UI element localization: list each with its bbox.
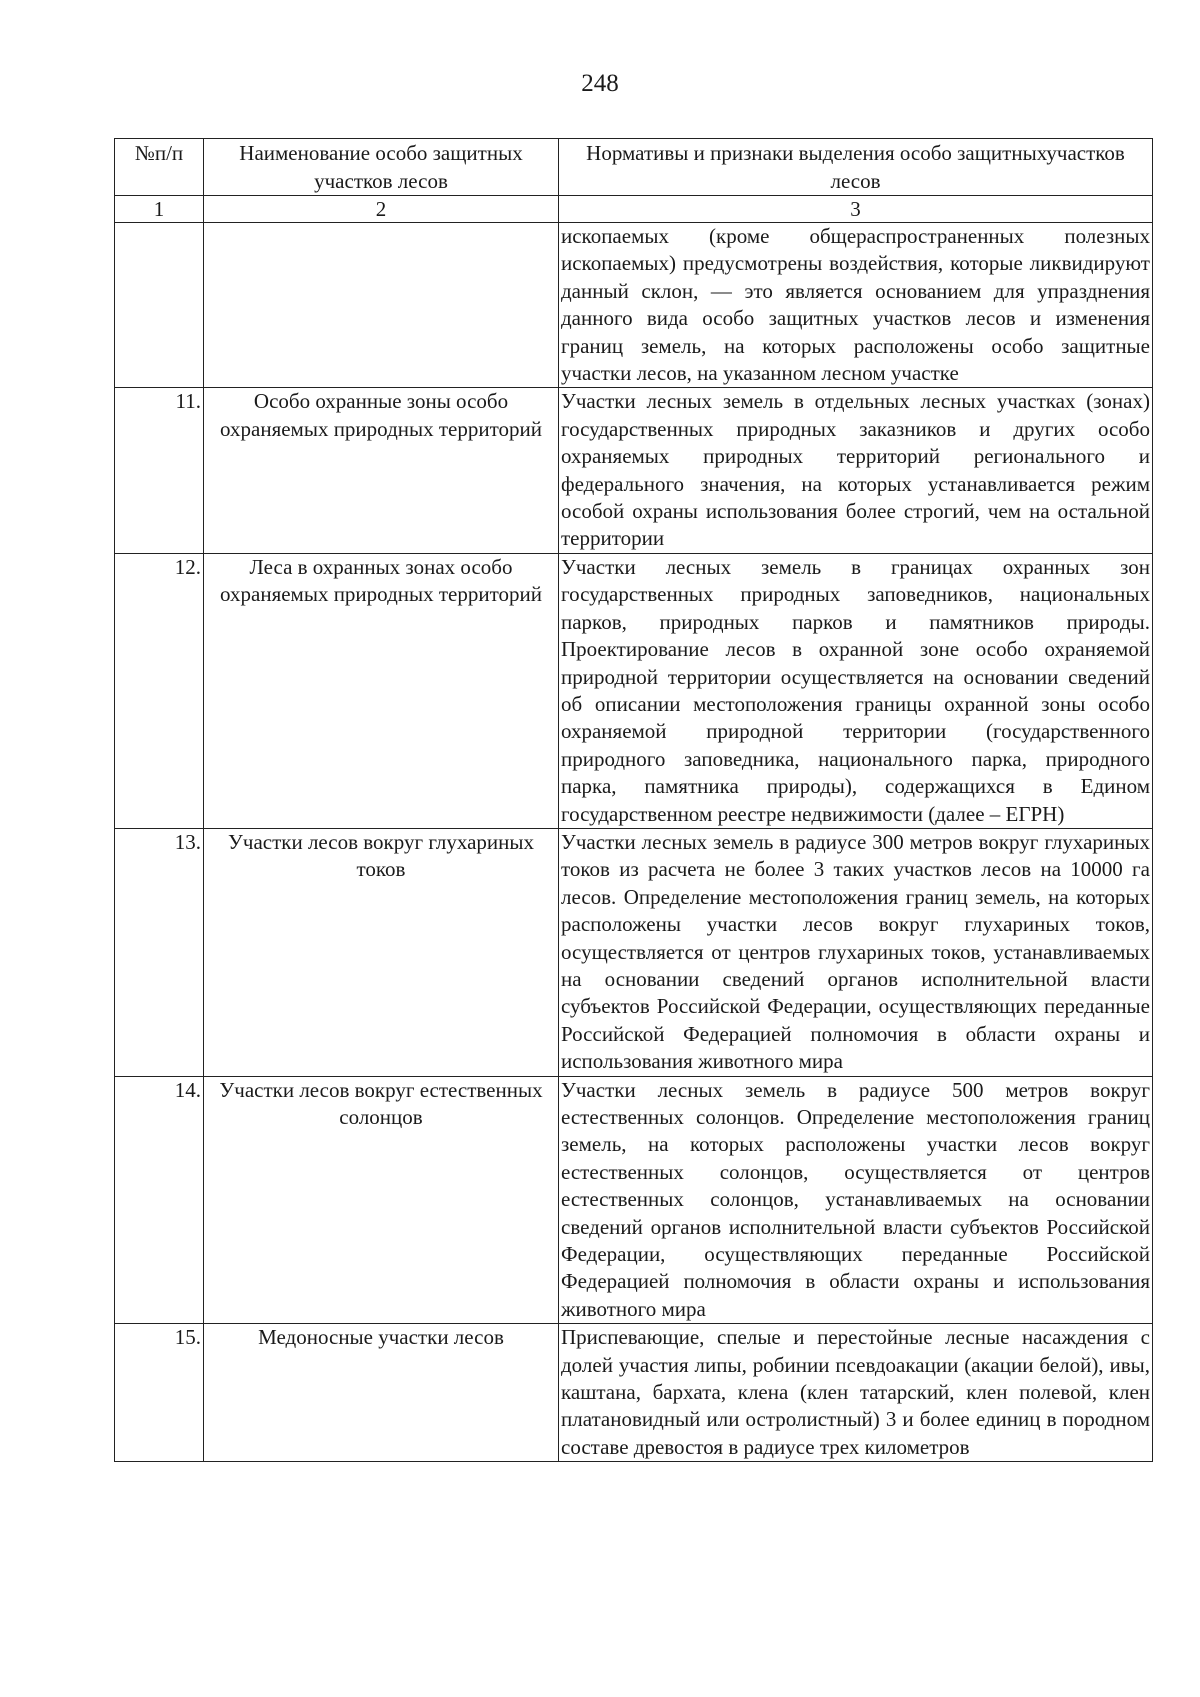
table-row (115, 388, 1153, 553)
table-header-row (115, 139, 1153, 196)
table-row (115, 828, 1153, 1076)
table-row (115, 1324, 1153, 1462)
column-index: 1 (115, 196, 204, 223)
row-name: Участки лесов вокруг естественных солонцов (204, 1076, 559, 1324)
page-number: 248 (581, 70, 619, 97)
column-index: 3 (559, 196, 1153, 223)
row-description: Приспевающие, спелые и перестойные лесные насаждения с долей участия липы, робинии псевдоакации (акации белой), ивы, каштана, бархата, клена (клен татарский, клен полевой, клен платановидный или остролистный) 3 и более единиц в породном составе древостоя в радиусе трех километров (559, 1324, 1153, 1462)
row-number: 11. (115, 388, 204, 553)
row-name: Особо охранные зоны особо охраняемых природных территорий (204, 388, 559, 553)
row-name: Леса в охранных зонах особо охраняемых природных территорий (204, 553, 559, 828)
row-description: Участки лесных земель в отдельных лесных участках (зонах) государственных природных заказников и других особо охраняемых природных территорий регионального и федерального значения, на которых устанавливается режим особой охраны использования более строгий, чем на остальной территории (559, 388, 1153, 553)
row-number: 12. (115, 553, 204, 828)
row-number: 15. (115, 1324, 204, 1462)
column-index: 2 (204, 196, 559, 223)
column-index-row (115, 196, 1153, 223)
table-row (115, 553, 1153, 828)
row-name: Участки лесов вокруг глухариных токов (204, 828, 559, 1076)
row-number (115, 223, 204, 388)
header-criteria: Нормативы и признаки выделения особо защитныхучастков лесов (559, 139, 1153, 196)
header-name: Наименование особо защитных участков лесов (204, 139, 559, 196)
regulations-table (114, 138, 1153, 1462)
row-description: Участки лесных земель в радиусе 300 метров вокруг глухариных токов из расчета не более 3 таких участков лесов на 10000 га лесов. Определение местоположения границ земель, на которых расположены участки лесов вокруг глухариных токов, осуществляется от центров глухариных токов, устанавливаемых на основании сведений органов исполнительной власти субъектов Российской Федерации, осуществляющих переданные Российской Федерацией полномочия в области охраны и использования животного мира (559, 828, 1153, 1076)
row-name (204, 223, 559, 388)
row-description: ископаемых (кроме общераспространенных полезных ископаемых) предусмотрены воздействия, которые ликвидируют данный склон, — это является основанием для упразднения данного вида особо защитных участков лесов и изменения границ земель, на которых расположены особо защитные участки лесов, на указанном лесном участке (559, 223, 1153, 388)
table-row (115, 1076, 1153, 1324)
row-number: 13. (115, 828, 204, 1076)
row-number: 14. (115, 1076, 204, 1324)
row-description: Участки лесных земель в радиусе 500 метров вокруг естественных солонцов. Определение местоположения границ земель, на которых расположены участки лесов вокруг естественных солонцов, осуществляется от центров естественных солонцов, устанавливаемых на основании сведений органов исполнительной власти субъектов Российской Федерации, осуществляющих переданные Российской Федерацией полномочия в области охраны и использования животного мира (559, 1076, 1153, 1324)
header-number: №п/п (115, 139, 204, 196)
row-description: Участки лесных земель в границах охранных зон государственных природных заповедников, национальных парков, природных парков и памятников природы. Проектирование лесов в охранной зоне особо охраняемой природной территории осуществляется на основании сведений об описании местоположения границы охранной зоны особо охраняемой природной территории (государственного природного заповедника, национального парка, природного парка, памятника природы), содержащихся в Едином государственном реестре недвижимости (далее – ЕГРН) (559, 553, 1153, 828)
table-row (115, 223, 1153, 388)
row-name: Медоносные участки лесов (204, 1324, 559, 1462)
